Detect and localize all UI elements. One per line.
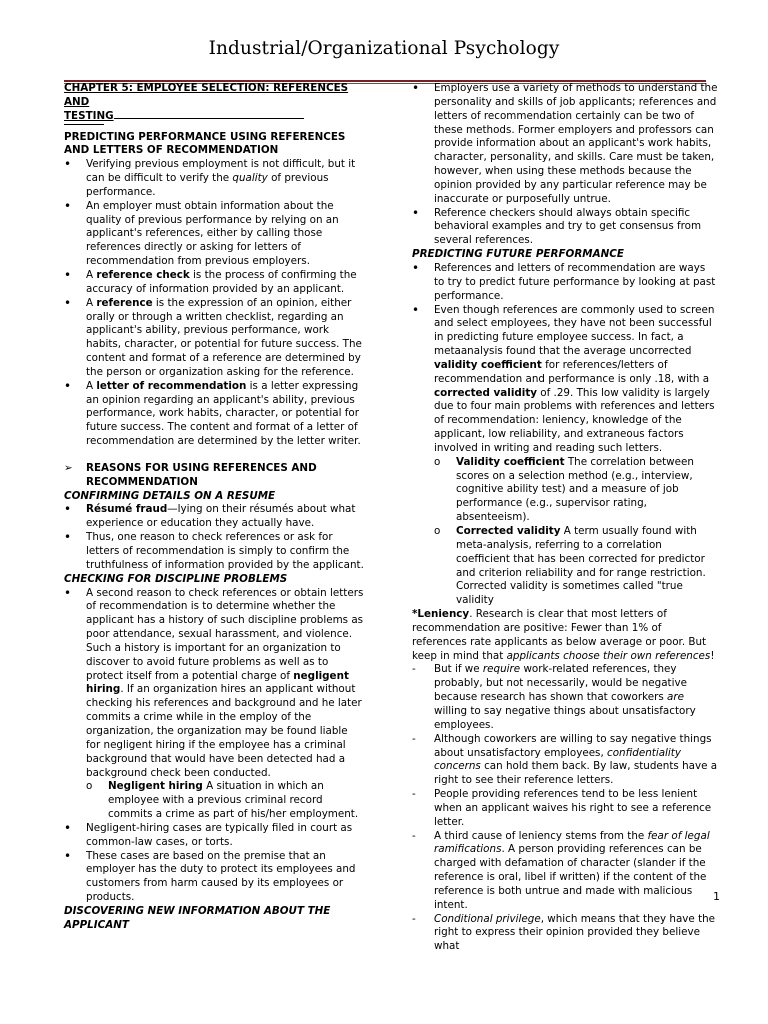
- text: A third cause of leniency stems from the: [434, 829, 648, 842]
- text-italic: confidentiality concerns: [434, 746, 681, 773]
- list-item: [64, 531, 364, 573]
- bullet-icon: [64, 380, 82, 395]
- bullet-icon: [64, 850, 82, 865]
- page-title: Industrial/Organizational Psychology: [208, 38, 560, 59]
- dash-item: [412, 663, 718, 732]
- text: But if we: [434, 663, 483, 676]
- text: A: [86, 268, 97, 281]
- text: Even though references are commonly used to screen and select employees, they have not been successful in predicting future employee success. In fact, a metaanalysis found that the average uncorrected: [434, 303, 715, 358]
- subheading-discovering: DISCOVERING NEW INFORMATION ABOUT THE APPLICANT: [64, 904, 331, 931]
- list-item: [64, 850, 364, 905]
- bullet-icon: [64, 587, 82, 602]
- list-item: [64, 503, 364, 531]
- text-italic: applicants choose their own references: [506, 649, 711, 662]
- dash-icon: -: [412, 829, 416, 842]
- bullet-icon: [64, 822, 82, 837]
- list-item: [412, 262, 718, 304]
- dash-item: [412, 830, 718, 913]
- text: Negligent-hiring cases are typically filed in court as common-law cases, or torts.: [86, 821, 353, 848]
- bullet-icon: [412, 207, 430, 222]
- dash-item: [412, 788, 718, 830]
- dash-item: [412, 733, 718, 788]
- list-item: [64, 587, 364, 781]
- circle-bullet-icon: o: [434, 455, 441, 468]
- text: of .29. This low validity is largely due to four main problems with references and letters of recommendation: leniency, knowledge of the applicant, low reliability, and extraneous factors involved in writing and reading such letters.: [434, 386, 715, 454]
- text: , which means that they have the right to express their opinion provided they believe what: [434, 912, 716, 953]
- text: These cases are based on the premise that an employer has the duty to protect its employees and customers from harm caused by its employees or products.: [86, 849, 356, 904]
- text: People providing references tend to be less lenient when an applicant waives his right to see a reference letter.: [434, 788, 712, 828]
- list-item: [64, 822, 364, 850]
- bullet-icon: [64, 297, 82, 312]
- text: of previous performance.: [86, 172, 329, 198]
- dash-icon: -: [412, 732, 416, 745]
- list-item: [64, 200, 364, 269]
- text: willing to say negative things about unsatisfactory employees.: [434, 704, 696, 731]
- dash-icon: -: [412, 788, 416, 801]
- list-item: [64, 158, 364, 200]
- text: Employers use a variety of methods to understand the personality and skills of job applicants; references and letters of recommendation certainly can be two of these methods. Former employers and professors can provide information about an applicant's work habits, character, personality, and skills. Care must be taken, however, when using these methods because the opinion provided by any particular reference may be inaccurate or purposefully untrue.: [434, 82, 718, 205]
- list-item: [412, 82, 718, 207]
- bullet-icon: [412, 262, 430, 277]
- text: —lying on their résumés about what experience or education they actually have.: [86, 503, 356, 530]
- text: An employer must obtain information about the quality of previous performance by relying on an applicant's references, either by calling those references directly or asking for letters of recommendation from previous employers.: [86, 199, 339, 268]
- dash-icon: -: [412, 912, 416, 925]
- sub-list-item: [412, 456, 718, 525]
- text: for references/letters of recommendation and performance is only .18, with a: [434, 358, 710, 385]
- text: can hold them back. By law, students have a right to see their reference letters.: [434, 760, 718, 787]
- text: is a letter expressing an opinion regarding an applicant's ability, previous performance, work habits, character, or potential for future success. The content and format of a letter of recommendation are determined by the letter writer.: [86, 379, 361, 448]
- text: . A person providing references can be charged with defamation of character (slander if the reference is oral, libel if written) if the content of the reference is both untrue and made with malicious intent.: [434, 843, 707, 911]
- term: reference: [96, 296, 153, 309]
- reasons-heading: [64, 462, 364, 490]
- text: A term usually found with meta-analysis, referring to a correlation coefficient that has been corrected for predictor and criterion reliability and for range restriction. Corrected validity is sometimes called "true validity: [456, 525, 706, 607]
- bullet-icon: [64, 503, 82, 518]
- term: corrected validity: [434, 386, 538, 399]
- bullet-icon: [64, 531, 82, 546]
- sub-list-item: [64, 780, 364, 822]
- text: Although coworkers are willing to say negative things about unsatisfactory employees,: [434, 732, 712, 759]
- text: REASONS FOR USING REFERENCES AND RECOMMENDATION: [86, 461, 317, 488]
- bullet-icon: [64, 158, 82, 173]
- left-column: [64, 82, 364, 933]
- dash-item: [412, 913, 718, 955]
- list-item: [64, 269, 364, 297]
- sub-list-item: [412, 525, 718, 608]
- bullet-icon: [64, 269, 82, 284]
- text: A situation in which an employee with a previous criminal record commits a crime as part of his/her employment.: [108, 780, 359, 821]
- circle-bullet-icon: o: [434, 525, 441, 537]
- section-heading-predicting: PREDICTING PERFORMANCE USING REFERENCES AND LETTERS OF RECOMMENDATION: [64, 130, 346, 157]
- term: Résumé fraud: [86, 503, 168, 516]
- term: letter of recommendation: [96, 379, 247, 392]
- bullet-icon: [412, 82, 430, 97]
- bullet-icon: [412, 304, 430, 319]
- text: A second reason to check references or obtain letters of recommendation is to determine whether the applicant has a history of such discipline problems as poor attendance, sexual harassment, and violence. Such a history is important for an organization to discover to avoid future problems as well as to protect itself from a potential charge of: [86, 586, 364, 682]
- text: is the expression of an opinion, either orally or through a written checklist, regarding an applicant's ability, previous performance, work habits, character, or potential for future success. The content and format of a reference are determined by the person or organization asking for the reference.: [86, 296, 362, 378]
- term: Negligent hiring: [108, 780, 203, 793]
- text: !: [710, 649, 715, 662]
- text: Verifying previous employment is not difficult, but it can be difficult to verify the: [86, 158, 356, 185]
- term: Validity coefficient: [456, 455, 565, 468]
- chapter-heading-line1: CHAPTER 5: EMPLOYEE SELECTION: REFERENCES AND: [64, 82, 349, 108]
- arrow-icon: ➢: [64, 461, 73, 474]
- text: . If an organization hires an applicant without checking his references and background and he later commits a crime while in the employ of the organization, the organization may be found liable for negligent hiring if the employee has a criminal background that would have been detected had a background check been conducted.: [86, 683, 362, 779]
- list-item: [412, 304, 718, 456]
- term: validity coefficient: [434, 358, 542, 371]
- text: . Research is clear that most letters of recommendation are positive: Fewer than 1% of references rate applicants as below average or poor. But keep in mind that: [412, 608, 707, 662]
- leniency-paragraph: [412, 608, 718, 663]
- term: reference check: [96, 268, 190, 281]
- text: A: [86, 296, 97, 309]
- subheading-discipline: CHECKING FOR DISCIPLINE PROBLEMS: [64, 572, 288, 585]
- term: Corrected validity: [456, 525, 561, 537]
- text: Thus, one reason to check references or ask for letters of recommendation is simply to confirm the truthfulness of information provided by the applicant.: [86, 531, 364, 571]
- circle-bullet-icon: o: [86, 780, 93, 793]
- page-number: 1: [713, 890, 720, 903]
- list-item: [64, 297, 364, 380]
- text-italic: Conditional privilege: [434, 912, 541, 925]
- text: is the process of confirming the accuracy of information provided by an applicant.: [86, 268, 357, 295]
- subheading-confirming: CONFIRMING DETAILS ON A RESUME: [64, 489, 276, 502]
- text: Reference checkers should always obtain specific behavioral examples and try to get consensus from several references.: [434, 206, 702, 247]
- heading-underline: [114, 118, 304, 119]
- text: A: [86, 379, 97, 392]
- list-item: [64, 380, 364, 449]
- text: The correlation between scores on a selection method (e.g., interview, cognitive ability test) and a measure of job performance (e.g., supervisor rating, absenteeism).: [456, 455, 694, 524]
- list-item: [412, 207, 718, 249]
- right-column: [412, 82, 718, 954]
- text-italic: require: [482, 663, 521, 676]
- chapter-heading: [64, 82, 364, 124]
- text-italic: fear of legal ramifications: [434, 829, 710, 856]
- term: *Leniency: [412, 608, 470, 621]
- dash-icon: -: [412, 663, 416, 676]
- text-italic: quality: [232, 172, 268, 185]
- bullet-icon: [64, 200, 82, 215]
- text: work-related references, they probably, but not necessarily, would be negative because research has shown that coworkers: [434, 663, 687, 704]
- text: References and letters of recommendation are ways to try to predict future performance by looking at past performance.: [434, 261, 716, 302]
- term: negligent hiring: [86, 669, 349, 696]
- chapter-heading-line2: TESTING: [64, 109, 114, 122]
- text-italic: are: [667, 691, 684, 704]
- subheading-future: PREDICTING FUTURE PERFORMANCE: [412, 248, 624, 261]
